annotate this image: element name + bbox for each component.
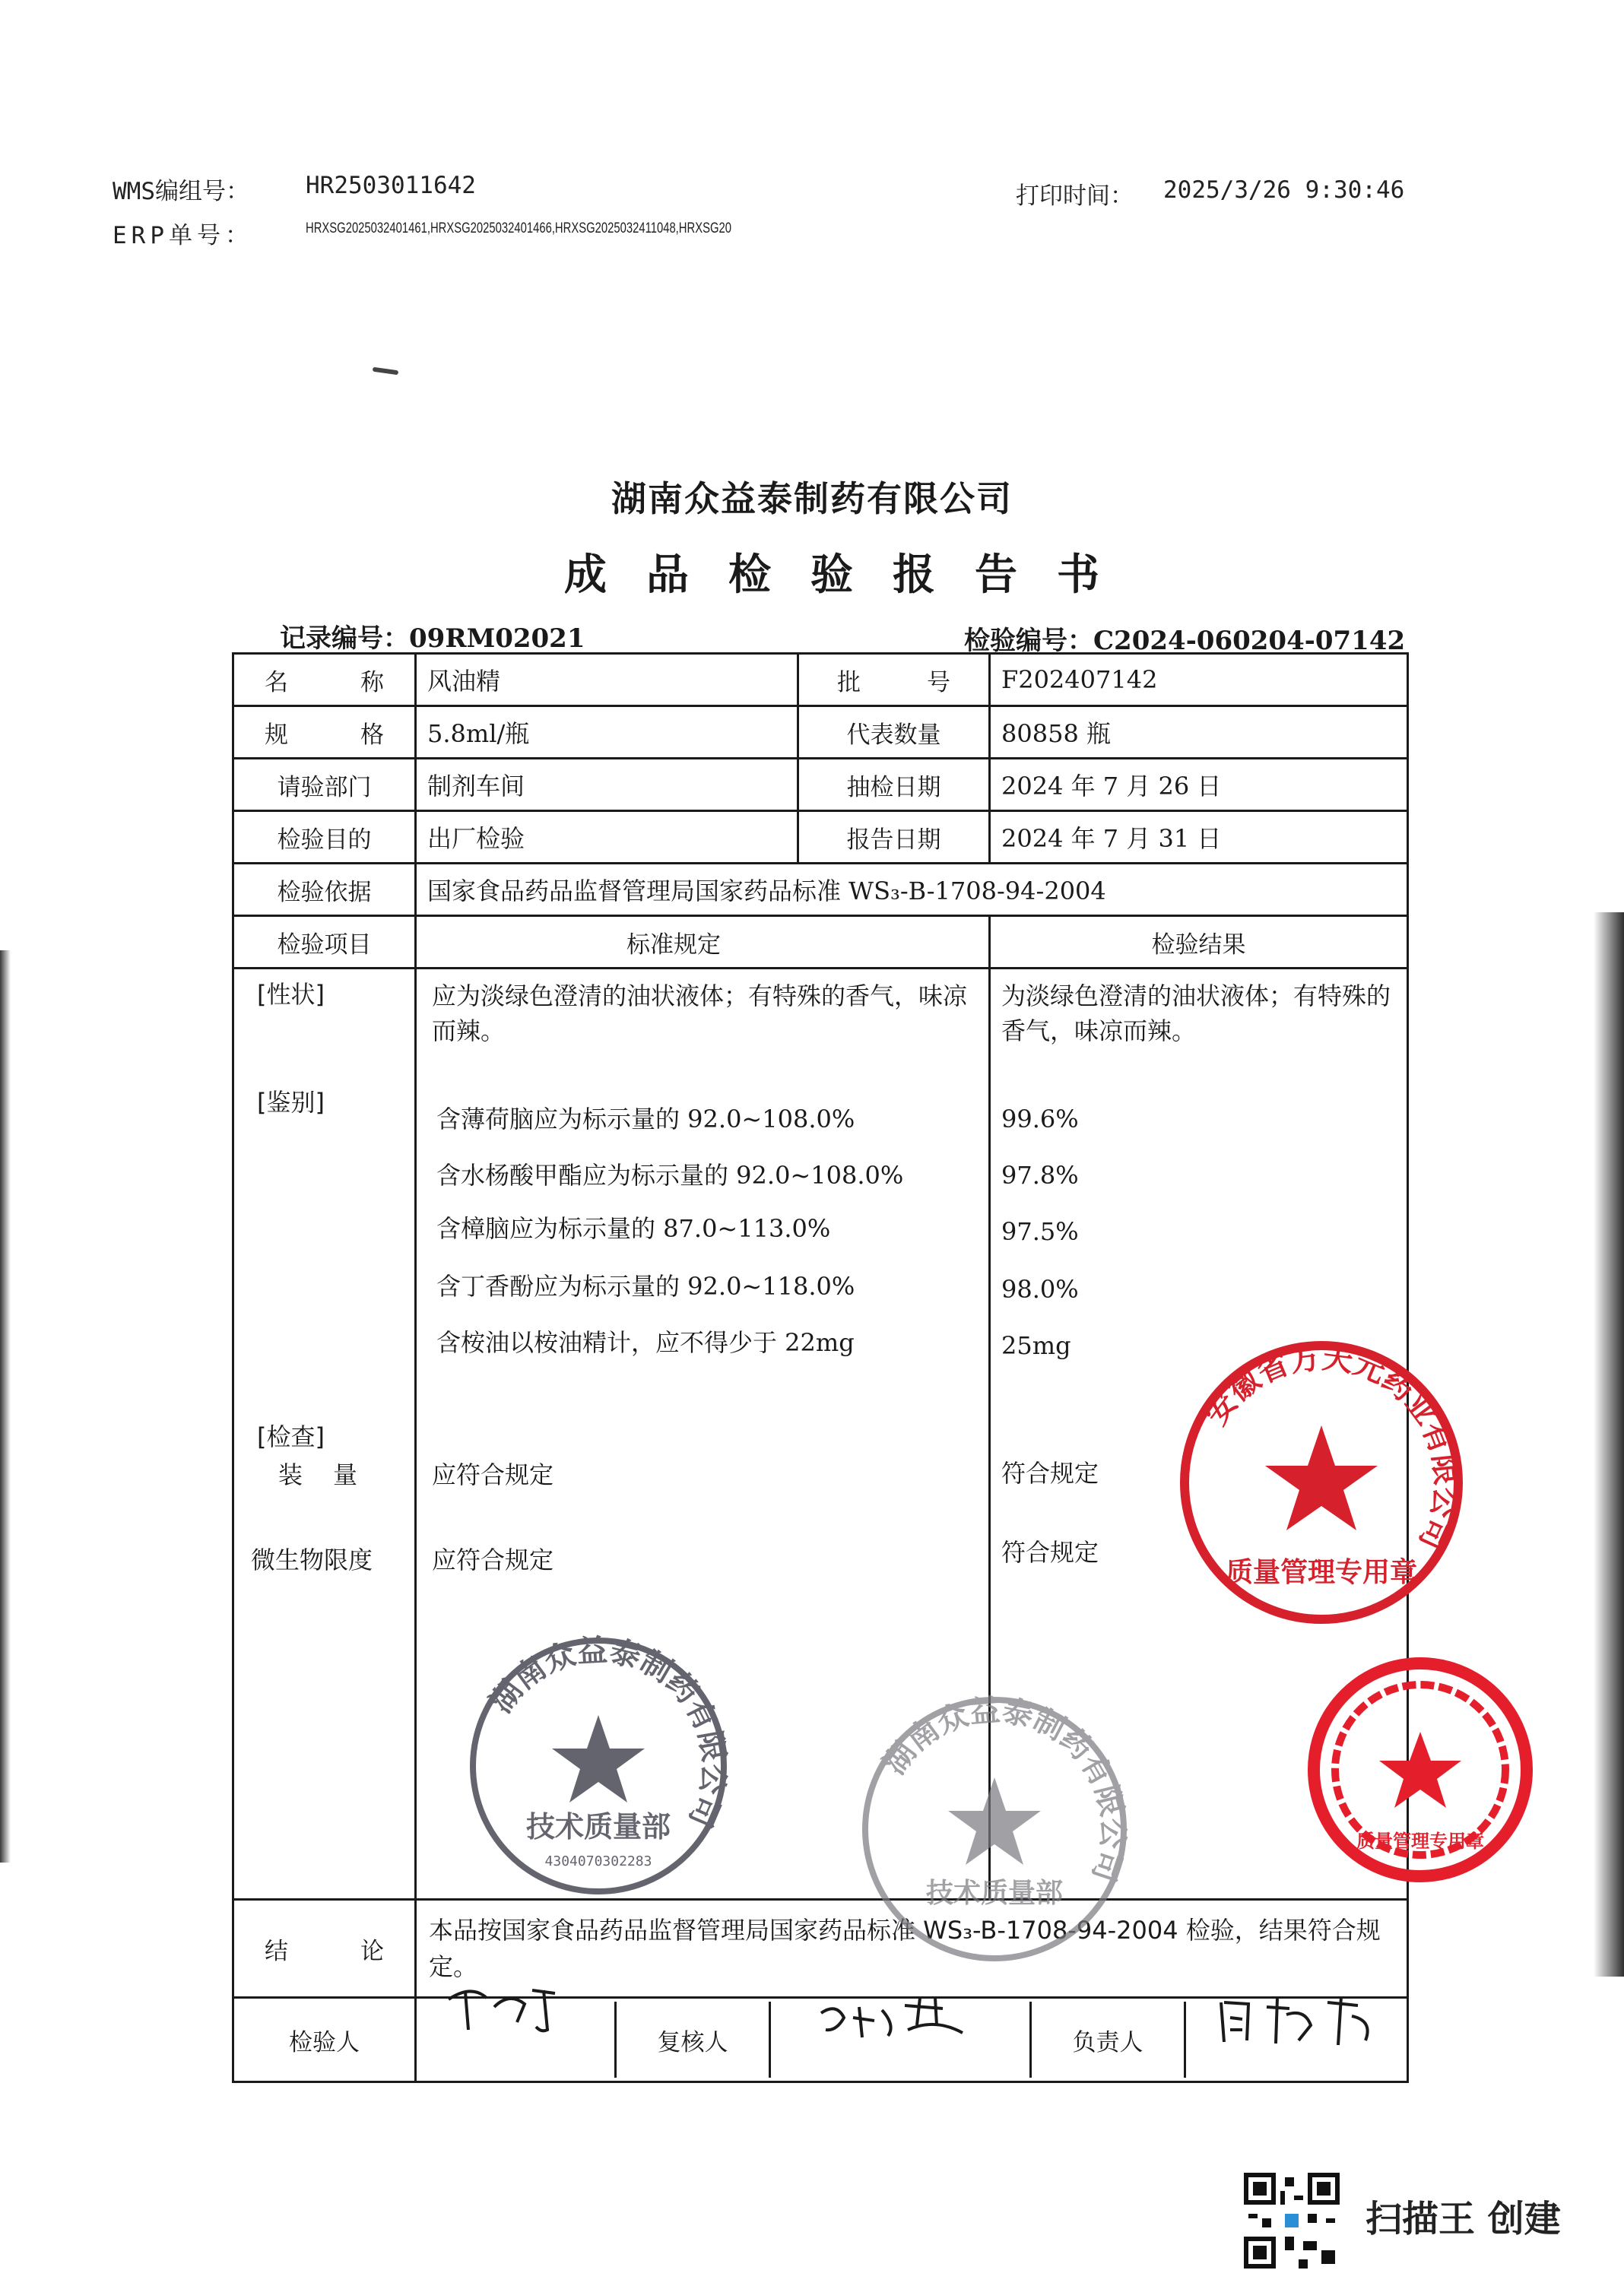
quantity-label: 代表数量	[798, 706, 990, 759]
basis-label: 检验依据	[233, 864, 416, 916]
sample-date-value: 2024 年 7 月 26 日	[990, 759, 1408, 811]
svg-text:技术质量部: 技术质量部	[525, 1810, 671, 1844]
assay-standard-1: 含薄荷脑应为标示量的 92.0~108.0%	[436, 1105, 855, 1133]
sample-date-label: 抽检日期	[798, 759, 990, 811]
assay-result-1: 99.6%	[1001, 1105, 1079, 1133]
responsible-signature	[1213, 1987, 1388, 2056]
fill-result: 符合规定	[1001, 1459, 1099, 1488]
name-value: 风油精	[416, 654, 798, 706]
batch-value: F202407142	[990, 654, 1408, 706]
purpose-value: 出厂检验	[416, 811, 798, 864]
column-header-result: 检验结果	[990, 916, 1408, 969]
paper-mark	[373, 367, 399, 376]
fill-label: 装量	[278, 1460, 389, 1489]
table-row	[233, 654, 1408, 706]
page-edge-shadow-right	[1594, 912, 1624, 1977]
responsible-label: 负责人	[1032, 2002, 1186, 2078]
fill-standard: 应符合规定	[432, 1460, 554, 1489]
name-label: 名称	[233, 654, 416, 706]
spec-value: 5.8ml/瓶	[416, 706, 798, 759]
assay-standard-3: 含樟脑应为标示量的 87.0~113.0%	[436, 1214, 831, 1243]
erp-value: HRXSG2025032401461,HRXSG2025032401466,HRXSG2025032411048,HRXSG20	[306, 220, 731, 236]
svg-text:湖南众益泰制药有限公司: 湖南众益泰制药有限公司	[484, 1633, 731, 1833]
assay-standard-4: 含丁香酚应为标示量的 92.0~118.0%	[436, 1272, 855, 1301]
conclusion-label: 结论	[233, 1900, 416, 1998]
wms-label: WMS编组号：	[113, 178, 249, 205]
identification-label: [鉴别]	[257, 1088, 325, 1117]
svg-text:4304070302283: 4304070302283	[544, 1853, 652, 1869]
micro-result: 符合规定	[1001, 1538, 1099, 1567]
basis-value: 国家食品药品监督管理局国家药品标准 WS₃-B-1708-94-2004	[416, 864, 1408, 916]
erp-label: ERP单号：	[113, 222, 253, 249]
assay-result-2: 97.8%	[1001, 1161, 1079, 1190]
table-row	[233, 864, 1408, 916]
micro-label: 微生物限度	[251, 1546, 373, 1574]
assay-result-4: 98.0%	[1001, 1275, 1079, 1304]
manufacturer-tech-quality-seal	[465, 1633, 731, 1899]
inspector-signature	[441, 1977, 570, 2037]
distributor-quality-seal-2	[1306, 1656, 1534, 1884]
distributor-quality-seal	[1177, 1338, 1466, 1627]
table-row	[233, 759, 1408, 811]
department-label: 请验部门	[233, 759, 416, 811]
table-row	[233, 916, 1408, 969]
qr-code-icon	[1244, 2173, 1340, 2269]
character-standard: 应为淡绿色澄清的油状液体；有特殊的香气，味凉而辣。	[432, 981, 968, 1045]
quantity-value: 80858 瓶	[990, 706, 1408, 759]
wms-value: HR2503011642	[306, 172, 476, 199]
assay-standard-2: 含水杨酸甲酯应为标示量的 92.0~108.0%	[436, 1161, 904, 1190]
table-row	[233, 811, 1408, 864]
spec-label: 规格	[233, 706, 416, 759]
report-date-label: 报告日期	[798, 811, 990, 864]
page-edge-shadow-left	[0, 950, 11, 1863]
svg-text:安徽省方天元药业有限公司: 安徽省方天元药业有限公司	[1198, 1340, 1464, 1555]
report-date-value: 2024 年 7 月 31 日	[990, 811, 1408, 864]
table-row-conclusion	[233, 1900, 1408, 1998]
svg-text:质量管理专用章: 质量管理专用章	[1356, 1831, 1484, 1852]
department-value: 制剂车间	[416, 759, 798, 811]
scanner-watermark: 扫描王 创建	[1365, 2198, 1561, 2240]
document-title: 成品检验报告书	[564, 550, 1139, 600]
check-label: [检查]	[257, 1422, 325, 1451]
print-time-label: 打印时间：	[1016, 182, 1134, 210]
inspector-label: 检验人	[233, 1998, 416, 2082]
manufacturer-tech-quality-seal-2	[858, 1692, 1131, 1966]
assay-result-5: 25mg	[1001, 1331, 1071, 1360]
table-row	[233, 706, 1408, 759]
purpose-label: 检验目的	[233, 811, 416, 864]
character-result: 为淡绿色澄清的油状液体；有特殊的香气，味凉而辣。	[1001, 981, 1391, 1045]
reviewer-signature	[814, 1987, 981, 2048]
print-time-value: 2025/3/26 9:30:46	[1163, 176, 1405, 204]
column-header-item: 检验项目	[233, 916, 416, 969]
svg-text:质量管理专用章: 质量管理专用章	[1225, 1557, 1418, 1588]
character-label: [性状]	[257, 980, 325, 1009]
assay-result-3: 97.5%	[1001, 1217, 1079, 1246]
column-header-standard: 标准规定	[416, 916, 990, 969]
items-column	[233, 969, 416, 1900]
svg-text:技术质量部: 技术质量部	[925, 1878, 1064, 1909]
svg-text:湖南众益泰制药有限公司: 湖南众益泰制药有限公司	[877, 1692, 1131, 1886]
reviewer-label: 复核人	[617, 2002, 771, 2078]
assay-standard-5: 含桉油以桉油精计，应不得少于 22mg	[436, 1328, 855, 1357]
record-number: 记录编号：09RM02021	[280, 623, 585, 654]
micro-standard: 应符合规定	[432, 1546, 554, 1574]
conclusion-text: 本品按国家食品药品监督管理局国家药品标准 WS₃-B-1708-94-2004 检验，结果符合规定。	[416, 1900, 1408, 1998]
batch-label: 批号	[798, 654, 990, 706]
company-name: 湖南众益泰制药有限公司	[611, 478, 1013, 519]
inspection-number: 检验编号：C2024-060204-07142	[964, 626, 1406, 656]
